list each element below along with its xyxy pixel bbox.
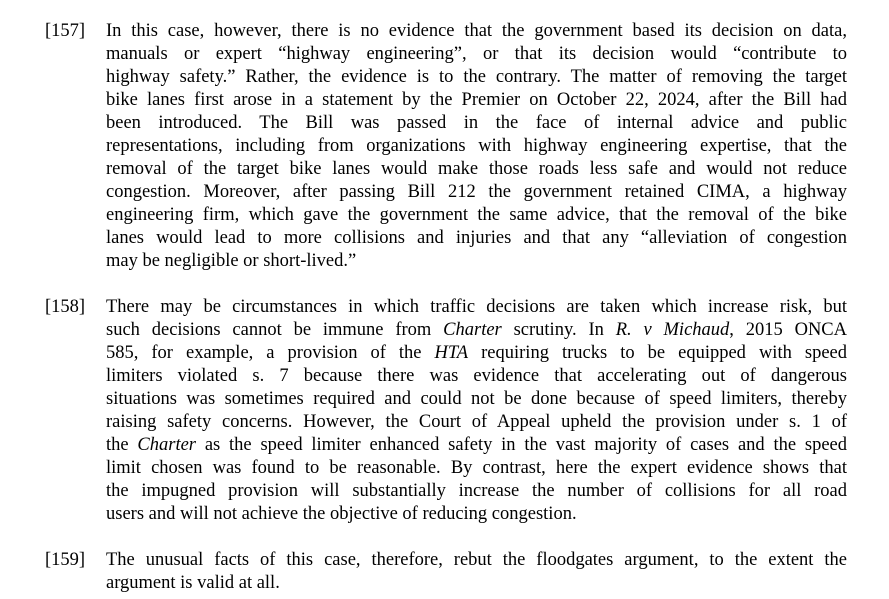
text-line: users and will not achieve the objective of reducing congestion. (106, 504, 577, 524)
text-segment: such decisions cannot be immune from (106, 320, 444, 340)
text-segment: the (106, 435, 138, 455)
text-line: been introduced. The Bill was passed in the face of internal advice and public (106, 113, 847, 133)
italic-term-charter: Charter (443, 320, 502, 340)
text-line: representations, including from organizations with highway engineering expertise, that the (106, 136, 847, 156)
text-line (106, 319, 847, 342)
text-line: congestion. Moreover, after passing Bill 212 the government retained CIMA, a highway (106, 182, 847, 202)
text-line: raising safety concerns. However, the Court of Appeal upheld the provision under s. 1 of (106, 412, 847, 432)
text-line: the impugned provision will substantially increase the number of collisions for all road (106, 481, 847, 501)
text-line: situations was sometimes required and could not be done because of speed limiters, thereby (106, 389, 847, 409)
paragraph-text (106, 296, 847, 526)
text-line: may be negligible or short-lived.” (106, 251, 357, 271)
text-segment: requiring trucks to be equipped with speed (468, 343, 847, 363)
text-line: The unusual facts of this case, therefore, rebut the floodgates argument, to the extent the (106, 550, 847, 570)
text-line: limit chosen was found to be reasonable. By contrast, here the expert evidence shows that (106, 458, 847, 478)
paragraph-number: [157] (45, 21, 86, 41)
paragraph-text (106, 20, 847, 273)
text-line: argument is valid at all. (106, 573, 280, 593)
text-line: In this case, however, there is no evidence that the government based its decision on data, (106, 21, 847, 41)
text-line: There may be circumstances in which traffic decisions are taken which increase risk, but (106, 297, 847, 317)
italic-term-hta: HTA (434, 343, 469, 363)
paragraph-157 (45, 20, 847, 273)
text-line: lanes would lead to more collisions and injuries and that any “alleviation of congestion (106, 228, 847, 248)
italic-term-charter: Charter (137, 435, 197, 455)
text-line: removal of the target bike lanes would make those roads less safe and would not reduce (106, 159, 847, 179)
text-line: limiters violated s. 7 because there was evidence that accelerating out of dangerous (106, 366, 847, 386)
paragraph-number: [159] (45, 550, 86, 570)
text-segment: scrutiny. In (501, 320, 616, 340)
text-segment: 585, for example, a provision of the (106, 343, 435, 363)
text-line: bike lanes first arose in a statement by the Premier on October 22, 2024, after the Bill had (106, 90, 847, 110)
text-line (106, 342, 847, 365)
text-line: engineering firm, which gave the government the same advice, that the removal of the bike (106, 205, 847, 225)
paragraph-159 (45, 549, 847, 595)
paragraph-text (106, 549, 847, 595)
text-line (106, 434, 847, 457)
paragraph-158 (45, 296, 847, 526)
case-citation: R. v Michaud (615, 320, 730, 340)
text-line: highway safety.” Rather, the evidence is to the contrary. The matter of removing the target (106, 67, 847, 87)
text-line: manuals or expert “highway engineering”, or that its decision would “contribute to (106, 44, 847, 64)
text-segment: as the speed limiter enhanced safety in the vast majority of cases and the speed (196, 435, 847, 455)
text-segment: , 2015 ONCA (729, 320, 847, 340)
paragraph-number: [158] (45, 297, 86, 317)
